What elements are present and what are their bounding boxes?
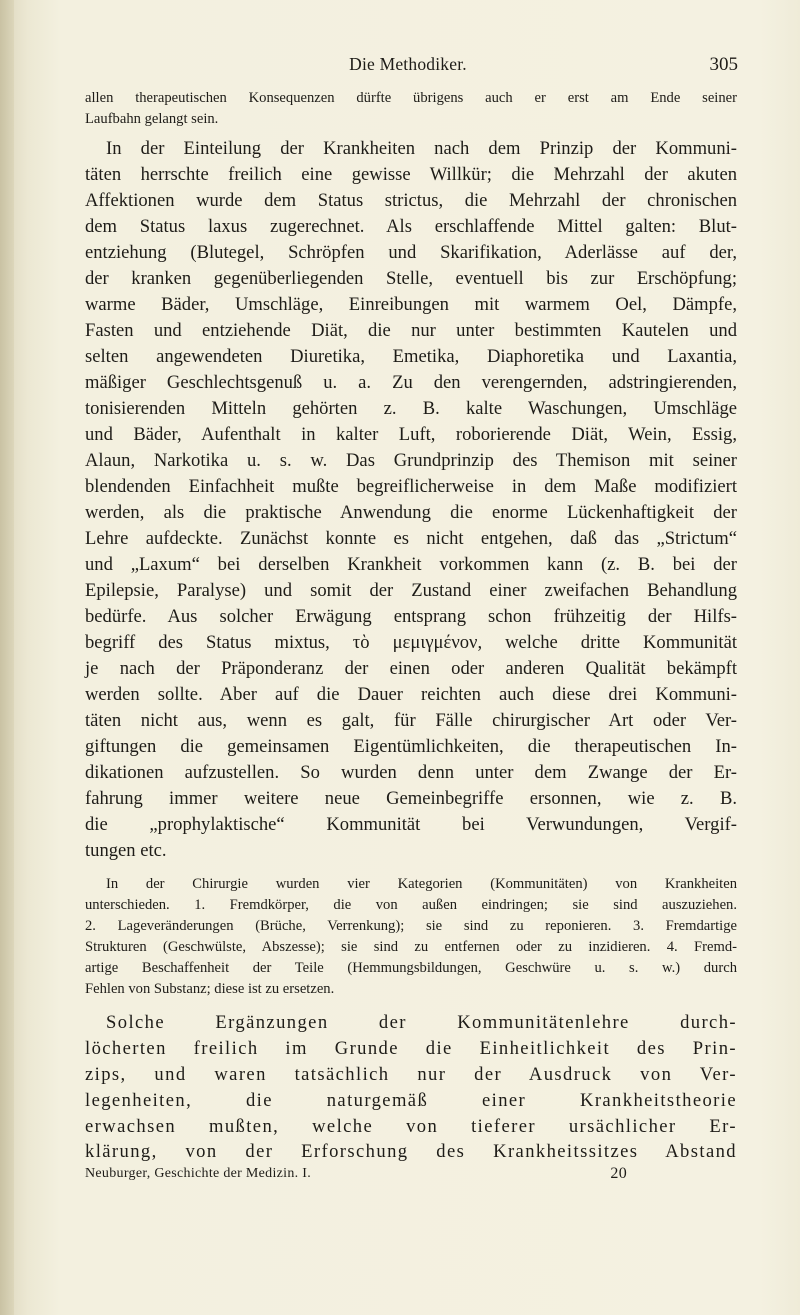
paragraph-line: dikationen aufzustellen. So wurden denn unter dem Zwange der Er- [85, 762, 737, 783]
paragraph-line: warme Bäder, Umschläge, Einreibungen mit warmem Oel, Dämpfe, [85, 294, 737, 315]
paragraph-line: Lehre aufdeckte. Zunächst konnte es nicht entgehen, daß das „Strictum“ [85, 528, 737, 549]
paragraph-line: werden sollte. Aber auf die Dauer reichten auch diese drei Kommuni- [85, 684, 737, 705]
paragraph-line: Fasten und entziehende Diät, die nur unter bestimmten Kautelen und [85, 320, 737, 341]
paragraph-line: Alaun, Narkotika u. s. w. Das Grundprinzip des Themison mit seiner [85, 450, 737, 471]
closing-line: löcherten freilich im Grunde die Einheitlichkeit des Prin- [85, 1038, 737, 1059]
paragraph-line: blendenden Einfachheit mußte begreiflicherweise in dem Maße modifiziert [85, 476, 737, 497]
note-line: Strukturen (Geschwülste, Abszesse); sie sind zu entfernen oder zu inzidieren. 4. Fremd- [85, 939, 737, 955]
paragraph-line: In der Einteilung der Krankheiten nach dem Prinzip der Kommuni- [106, 138, 737, 159]
paragraph-line: werden, als die praktische Anwendung die enorme Lückenhaftigkeit der [85, 502, 737, 523]
paragraph-line: die „prophylaktische“ Kommunität bei Verwundungen, Vergif- [85, 814, 737, 835]
page-footer [85, 1164, 737, 1184]
page-number: 305 [709, 54, 738, 75]
closing-line: legenheiten, die naturgemäß einer Krankheitstheorie [85, 1090, 737, 1111]
footer-sheet-number: 20 [610, 1165, 627, 1182]
paragraph-line: selten angewendeten Diuretika, Emetika, Diaphoretika und Laxantia, [85, 346, 737, 367]
note-line: 2. Lageveränderungen (Brüche, Verrenkung); sie sind zu reponieren. 3. Fremdartige [85, 918, 737, 934]
closing-line: Solche Ergänzungen der Kommunitätenlehre durch- [106, 1012, 737, 1033]
paragraph-line: Affektionen wurde dem Status strictus, die Mehrzahl der chronischen [85, 190, 737, 211]
running-header [78, 54, 738, 80]
intro-line: allen therapeutischen Konsequenzen dürfte übrigens auch er erst am Ende seiner [85, 90, 737, 106]
note-line: artige Beschaffenheit der Teile (Hemmungsbildungen, Geschwüre u. s. w.) durch [85, 960, 737, 976]
paragraph-line: fahrung immer weitere neue Gemeinbegriffe ersonnen, wie z. B. [85, 788, 737, 809]
running-title: Die Methodiker. [349, 54, 467, 74]
note-line: In der Chirurgie wurden vier Kategorien (Kommunitäten) von Krankheiten [106, 876, 737, 892]
paragraph-line: dem Status laxus zugerechnet. Als erschlaffende Mittel galten: Blut- [85, 216, 737, 237]
paragraph-line: tungen etc. [85, 840, 167, 861]
paragraph-line: entziehung (Blutegel, Schröpfen und Skarifikation, Aderlässe auf der, [85, 242, 737, 263]
paragraph-line: giftungen die gemeinsamen Eigentümlichkeiten, die therapeutischen In- [85, 736, 737, 757]
note-line: Fehlen von Substanz; diese ist zu ersetzen. [85, 981, 335, 997]
page-binding-edge [0, 0, 14, 1315]
note-line: unterschieden. 1. Fremdkörper, die von außen eindringen; sie sind auszuziehen. [85, 897, 737, 913]
intro-line: Laufbahn gelangt sein. [85, 111, 219, 127]
paragraph-line: der kranken gegenüberliegenden Stelle, eventuell bis zur Erschöpfung; [85, 268, 737, 289]
paragraph-line: mäßiger Geschlechtsgenuß u. a. Zu den verengernden, adstringierenden, [85, 372, 737, 393]
closing-line: erwachsen mußten, welche von tieferer ursächlicher Er- [85, 1116, 737, 1137]
body-text [85, 88, 737, 1184]
paragraph-line: und „Laxum“ bei derselben Krankheit vorkommen kann (z. B. bei der [85, 554, 737, 575]
paragraph-line: täten herrschte freilich eine gewisse Willkür; die Mehrzahl der akuten [85, 164, 737, 185]
paragraph-line: begriff des Status mixtus, τὸ μεμιγμένον, welche dritte Kommunität [85, 632, 737, 653]
paragraph-line: und Bäder, Aufenthalt in kalter Luft, roborierende Diät, Wein, Essig, [85, 424, 737, 445]
paragraph-line: Epilepsie, Paralyse) und somit der Zustand einer zweifachen Behandlung [85, 580, 737, 601]
paragraph-line: tonisierenden Mitteln gehörten z. B. kalte Waschungen, Umschläge [85, 398, 737, 419]
paragraph-line: je nach der Präponderanz der einen oder anderen Qualität bekämpft [85, 658, 737, 679]
paragraph-line: bedürfe. Aus solcher Erwägung entsprang schon frühzeitig der Hilfs- [85, 606, 737, 627]
footer-signature: Neuburger, Geschichte der Medizin. I. [85, 1166, 312, 1181]
closing-line: zips, und waren tatsächlich nur der Ausdruck von Ver- [85, 1064, 737, 1085]
closing-line: klärung, von der Erforschung des Krankheitssitzes Abstand [85, 1141, 737, 1162]
paragraph-line: täten nicht aus, wenn es galt, für Fälle chirurgischer Art oder Ver- [85, 710, 737, 731]
